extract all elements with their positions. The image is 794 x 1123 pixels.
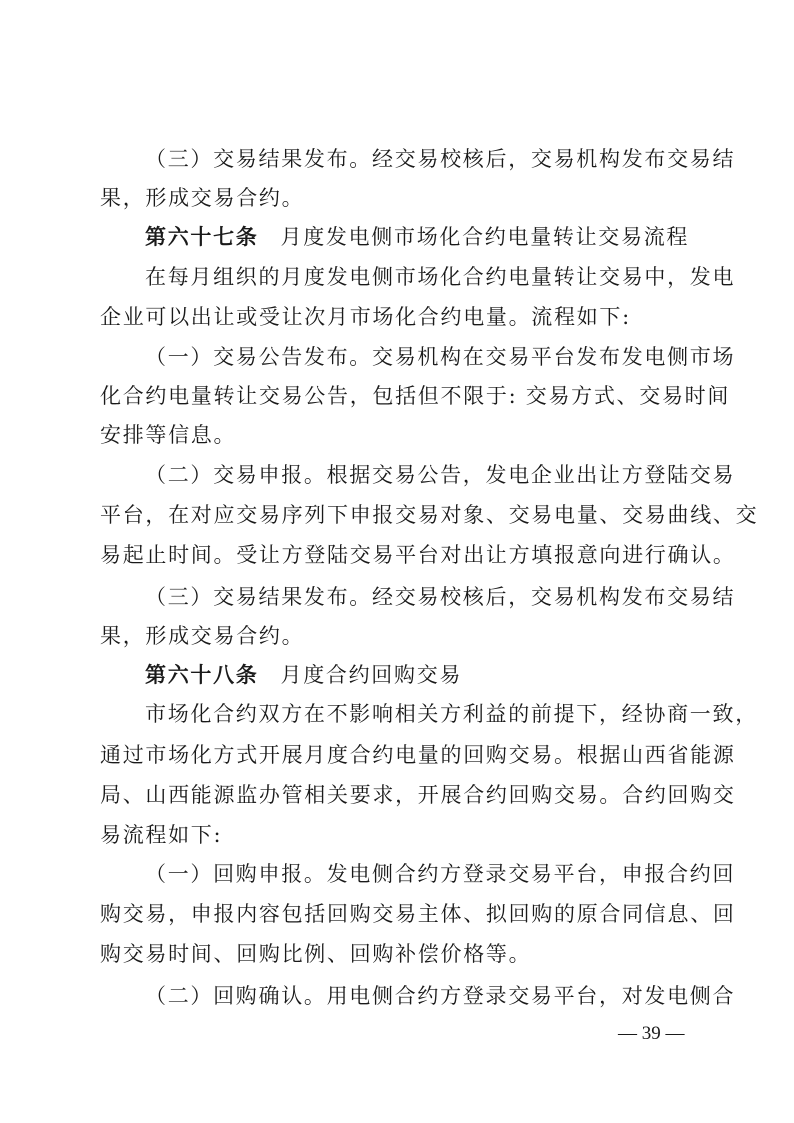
paragraph-line: 购交易时间、回购比例、回购补偿价格等。	[100, 942, 532, 966]
paragraph-line: 企业可以出让或受让次月市场化合约电量。流程如下:	[100, 305, 631, 329]
paragraph-line: 果，形成交易合约。	[100, 624, 305, 648]
paragraph-line: 购交易，申报内容包括回购交易主体、拟回购的原合同信息、回	[100, 902, 736, 926]
paragraph-line: 果，形成交易合约。	[100, 186, 305, 210]
paragraph-line: （一）回购申报。发电侧合约方登录交易平台，申报合约回	[145, 862, 736, 886]
paragraph-line: 易流程如下:	[100, 823, 223, 847]
article-number: 第六十七条	[145, 224, 259, 249]
paragraph-line: （三）交易结果发布。经交易校核后，交易机构发布交易结	[145, 147, 736, 171]
paragraph-line: 市场化合约双方在不影响相关方利益的前提下，经协商一致，	[145, 702, 758, 726]
paragraph-line: 安排等信息。	[100, 423, 237, 447]
paragraph-line: 化合约电量转让交易公告，包括但不限于: 交易方式、交易时间	[100, 384, 731, 408]
paragraph-line: （三）交易结果发布。经交易校核后，交易机构发布交易结	[145, 585, 736, 609]
paragraph-line: 易起止时间。受让方登陆交易平台对出让方填报意向进行确认。	[100, 543, 736, 567]
article-title: 月度发电侧市场化合约电量转让交易流程	[280, 225, 690, 249]
paragraph-line: 平台，在对应交易序列下申报交易对象、交易电量、交易曲线、交	[100, 503, 759, 527]
paragraph-line: 局、山西能源监办管相关要求，开展合约回购交易。合约回购交	[100, 783, 736, 807]
article-heading	[145, 223, 700, 251]
page-number: — 39 —	[618, 1023, 685, 1044]
paragraph-line: 通过市场化方式开展月度合约电量的回购交易。根据山西省能源	[100, 743, 736, 767]
paragraph-line: （一）交易公告发布。交易机构在交易平台发布发电侧市场	[145, 345, 736, 369]
article-heading	[145, 661, 700, 689]
article-title: 月度合约回购交易	[280, 663, 463, 687]
paragraph-line: 在每月组织的月度发电侧市场化合约电量转让交易中，发电	[145, 265, 736, 289]
paragraph-line: （二）回购确认。用电侧合约方登录交易平台，对发电侧合	[145, 984, 736, 1008]
article-number: 第六十八条	[145, 662, 259, 687]
paragraph-line: （二）交易申报。根据交易公告，发电企业出让方登陆交易	[145, 463, 736, 487]
